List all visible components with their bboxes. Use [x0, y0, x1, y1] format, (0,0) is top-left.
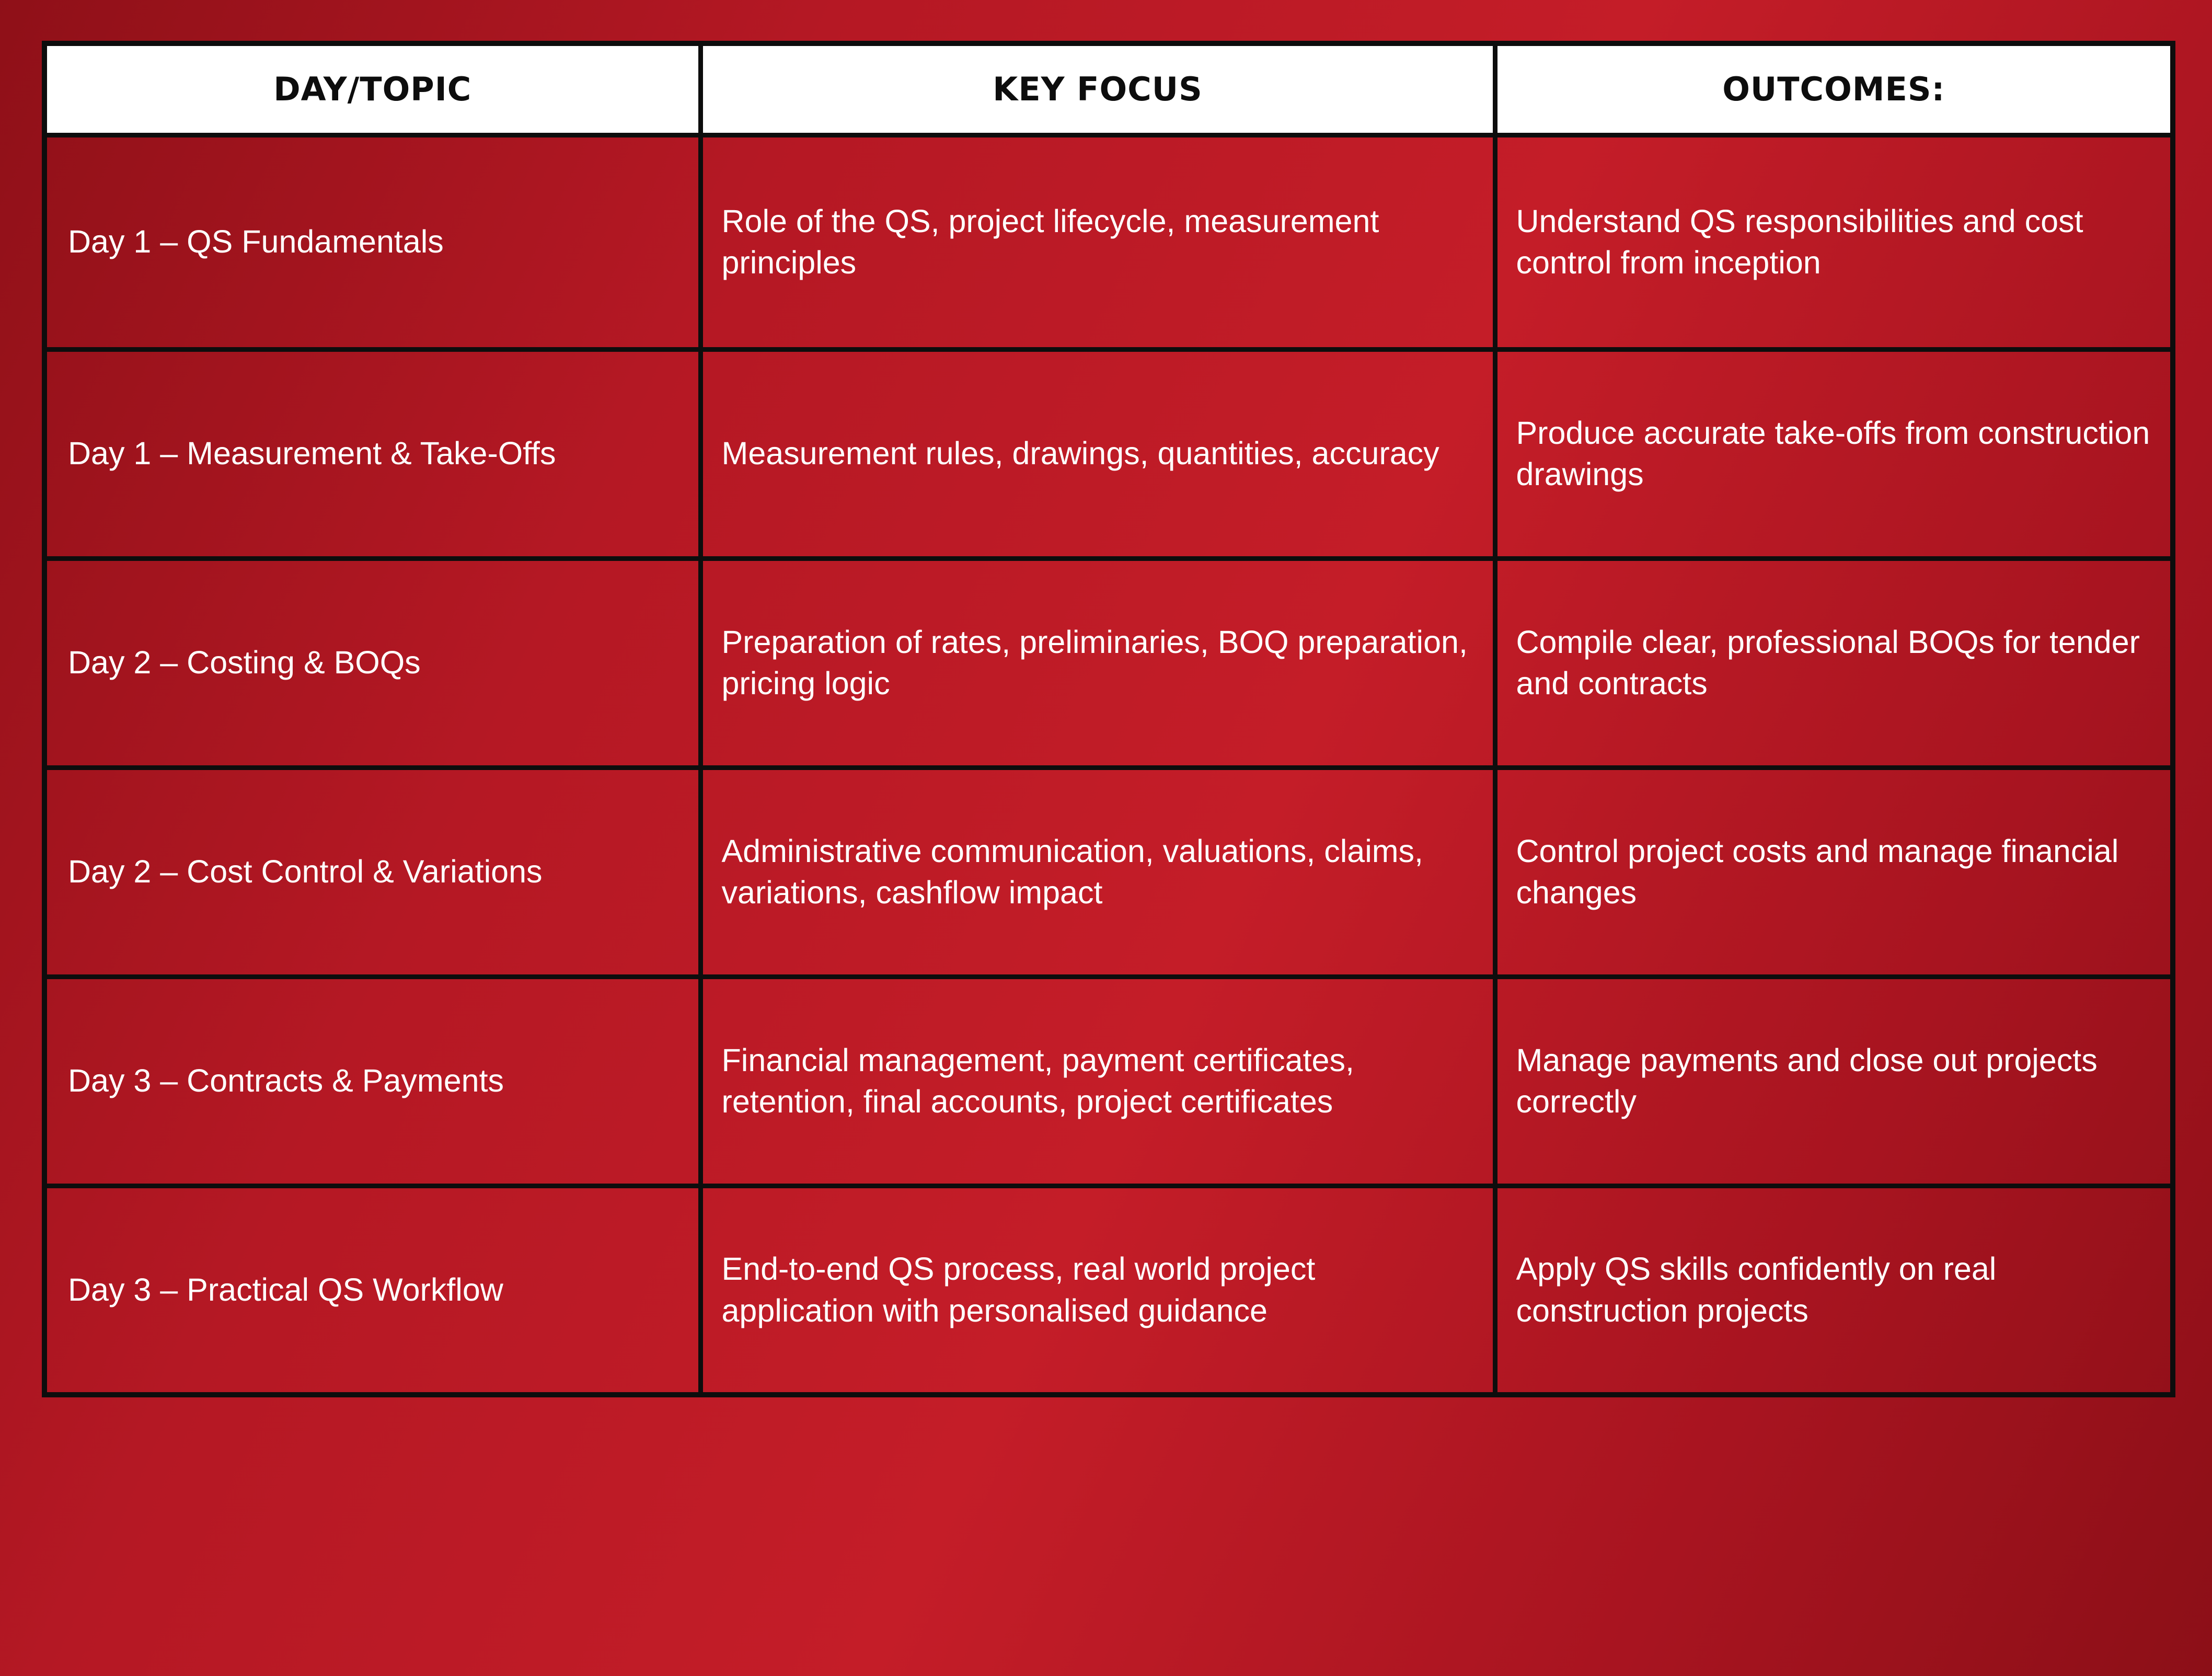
- cell-key-focus: Role of the QS, project lifecycle, measurement principles: [700, 135, 1495, 349]
- cell-day-topic: Day 3 – Practical QS Workflow: [44, 1186, 700, 1395]
- cell-outcome: Understand QS responsibilities and cost control from inception: [1495, 135, 2173, 349]
- training-schedule-table: [42, 41, 2175, 1397]
- column-header-outcomes: OUTCOMES:: [1495, 43, 2173, 135]
- cell-key-focus: Administrative communication, valuations, claims, variations, cashflow impact: [700, 767, 1495, 977]
- header-row: [44, 43, 2173, 135]
- cell-day-topic: Day 3 – Contracts & Payments: [44, 977, 700, 1186]
- cell-outcome: Manage payments and close out projects correctly: [1495, 977, 2173, 1186]
- table-row: [44, 977, 2173, 1186]
- table-row: [44, 135, 2173, 349]
- cell-outcome: Compile clear, professional BOQs for tender and contracts: [1495, 558, 2173, 767]
- table-row: [44, 349, 2173, 558]
- cell-key-focus: Preparation of rates, preliminaries, BOQ preparation, pricing logic: [700, 558, 1495, 767]
- table-row: [44, 1186, 2173, 1395]
- table-body: [44, 135, 2173, 1395]
- cell-key-focus: Financial management, payment certificates, retention, final accounts, project certificates: [700, 977, 1495, 1186]
- cell-day-topic: Day 1 – Measurement & Take-Offs: [44, 349, 700, 558]
- cell-day-topic: Day 1 – QS Fundamentals: [44, 135, 700, 349]
- cell-outcome: Produce accurate take-offs from construction drawings: [1495, 349, 2173, 558]
- cell-key-focus: Measurement rules, drawings, quantities, accuracy: [700, 349, 1495, 558]
- table-row: [44, 767, 2173, 977]
- table-row: [44, 558, 2173, 767]
- cell-day-topic: Day 2 – Costing & BOQs: [44, 558, 700, 767]
- cell-key-focus: End-to-end QS process, real world project application with personalised guidance: [700, 1186, 1495, 1395]
- cell-day-topic: Day 2 – Cost Control & Variations: [44, 767, 700, 977]
- cell-outcome: Control project costs and manage financial changes: [1495, 767, 2173, 977]
- column-header-day-topic: DAY/TOPIC: [44, 43, 700, 135]
- cell-outcome: Apply QS skills confidently on real construction projects: [1495, 1186, 2173, 1395]
- column-header-key-focus: KEY FOCUS: [700, 43, 1495, 135]
- table-header: [44, 43, 2173, 135]
